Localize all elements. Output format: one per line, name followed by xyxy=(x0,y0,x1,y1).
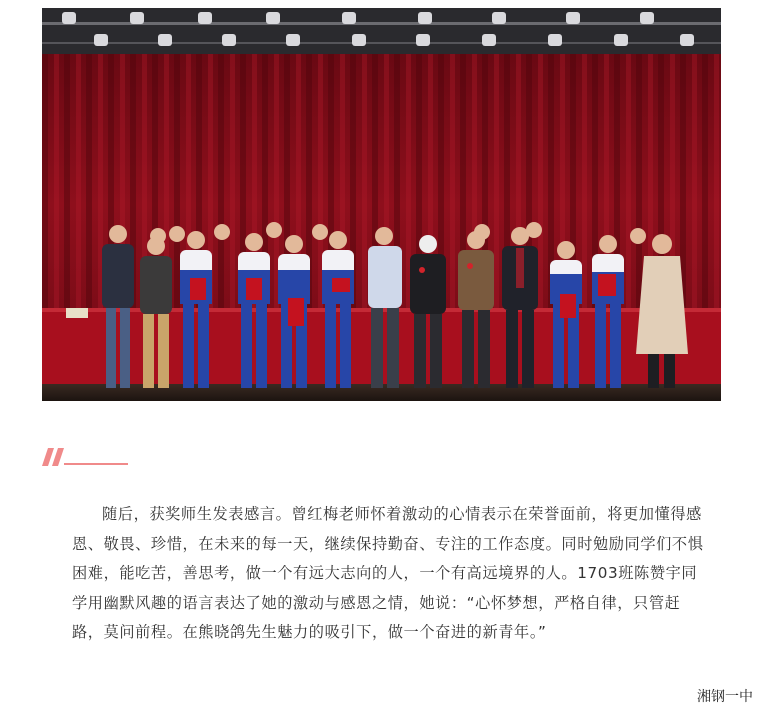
article-paragraph: 随后，获奖师生发表感言。曾红梅老师怀着激动的心情表示在荣誉面前，将更加懂得感恩、敬畏、珍惜，在未来的每一天，继续保持勤奋、专注的工作态度。同时勉励同学们不惧困难，能吃苦，善思考，做一个有远大志向的人，一个有高远境界的人。1703班陈赞宇同学用幽默风趣的语言表达了她的激动与感恩之情，她说：“心怀梦想，严格自律，只管赶路，莫问前程。在熊晓鸽先生魅力的吸引下，做一个奋进的新青年。” xyxy=(72,505,704,641)
group-photo xyxy=(42,8,721,401)
source-label: 湘钢一中 xyxy=(697,689,753,705)
quote-mark-icon xyxy=(42,446,132,468)
